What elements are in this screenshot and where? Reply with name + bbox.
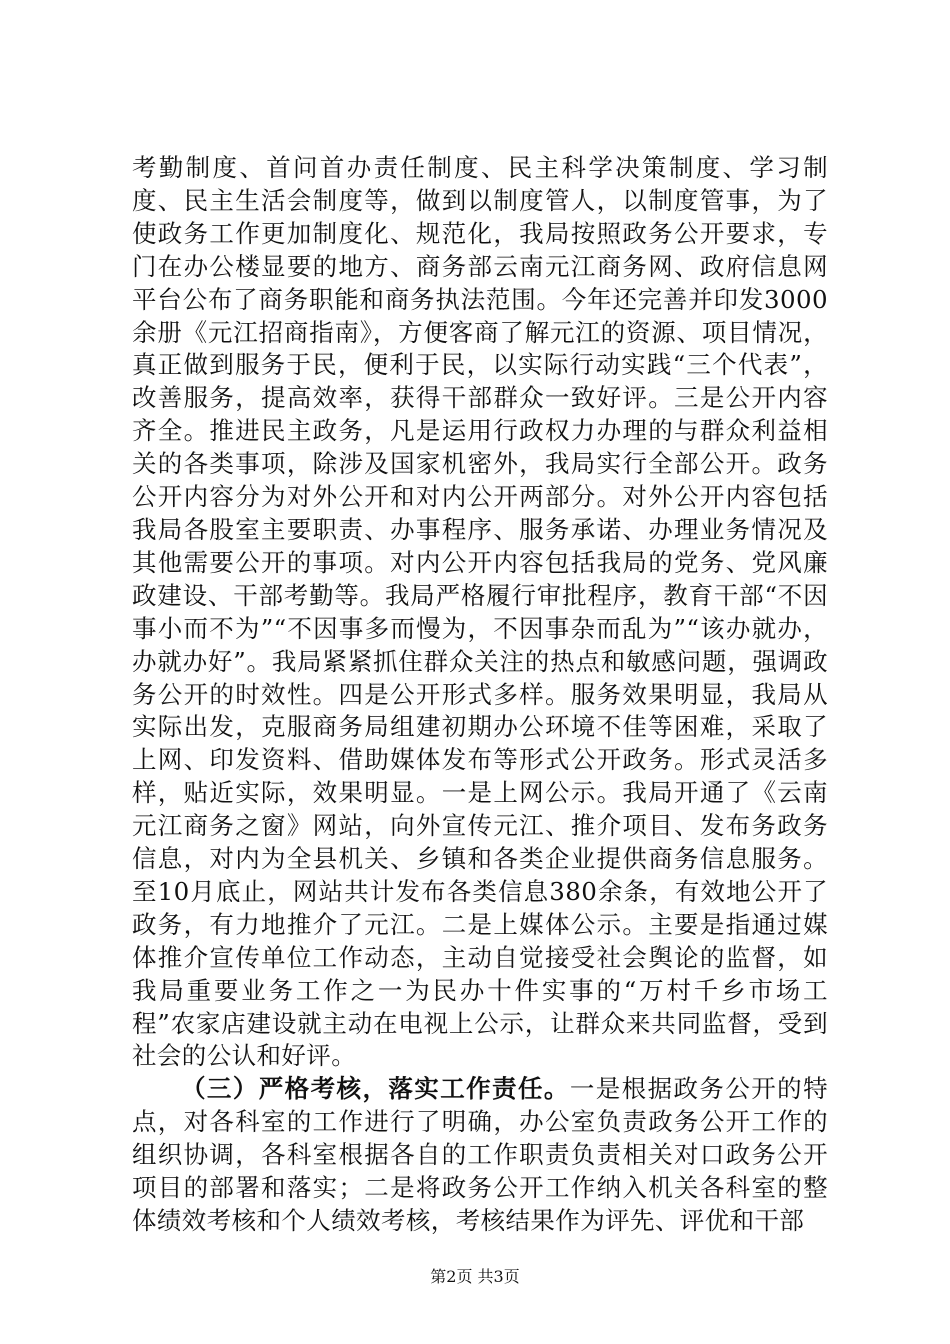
paragraph-2 <box>132 1073 828 1238</box>
paragraph-1: 考勤制度、首问首办责任制度、民主科学决策制度、学习制度、民主生活会制度等，做到以制度管人，以制度管事，为了使政务工作更加制度化、规范化，我局按照政务公开要求，专门在办公楼显要的地方、商务部云南元江商务网、政府信息网平台公布了商务职能和商务执法范围。今年还完善并印发3000余册《元江招商指南》，方便客商了解元江的资源、项目情况，真正做到服务于民，便利于民，以实际行动实践“三个代表”，改善服务，提高效率，获得干部群众一致好评。三是公开内容齐全。推进民主政务，凡是运用行政权力办理的与群众利益相关的各类事项，除涉及国家机密外，我局实行全部公开。政务公开内容分为对外公开和对内公开两部分。对外公开内容包括我局各股室主要职责、办事程序、服务承诺、办理业务情况及其他需要公开的事项。对内公开内容包括我局的党务、党风廉政建设、干部考勤等。我局严格履行审批程序，教育干部“不因事小而不为”“不因事多而慢为，不因事杂而乱为”“该办就办，办就办好”。我局紧紧抓住群众关注的热点和敏感问题，强调政务公开的时效性。四是公开形式多样。服务效果明显，我局从实际出发，克服商务局组建初期办公环境不佳等困难，采取了上网、印发资料、借助媒体发布等形式公开政务。形式灵活多样，贴近实际，效果明显。一是上网公示。我局开通了《云南元江商务之窗》网站，向外宣传元江、推介项目、发布务政务信息，对内为全县机关、乡镇和各类企业提供商务信息服务。至10月底止，网站共计发布各类信息380余条，有效地公开了政务，有力地推介了元江。二是上媒体公示。主要是指通过媒体推介宣传单位工作动态，主动自觉接受社会舆论的监督，如我局重要业务工作之一为民办十件实事的“万村千乡市场工程”农家店建设就主动在电视上公示，让群众来共同监督，受到社会的公认和好评。 <box>132 153 828 1071</box>
document-body <box>132 152 828 1238</box>
section-heading: （三）严格考核，落实工作责任。 <box>181 1074 570 1104</box>
paragraph-2-body: 一是根据政务公开的特点，对各科室的工作进行了明确，办公室负责政务公开工作的组织协调，各科室根据各自的工作职责负责相关对口政务公开项目的部署和落实；二是将政务公开工作纳入机关各科室的整体绩效考核和个人绩效考核，考核结果作为评先、评优和干部 <box>132 1074 828 1235</box>
page-footer: 第2页 共3页 <box>430 1267 520 1286</box>
